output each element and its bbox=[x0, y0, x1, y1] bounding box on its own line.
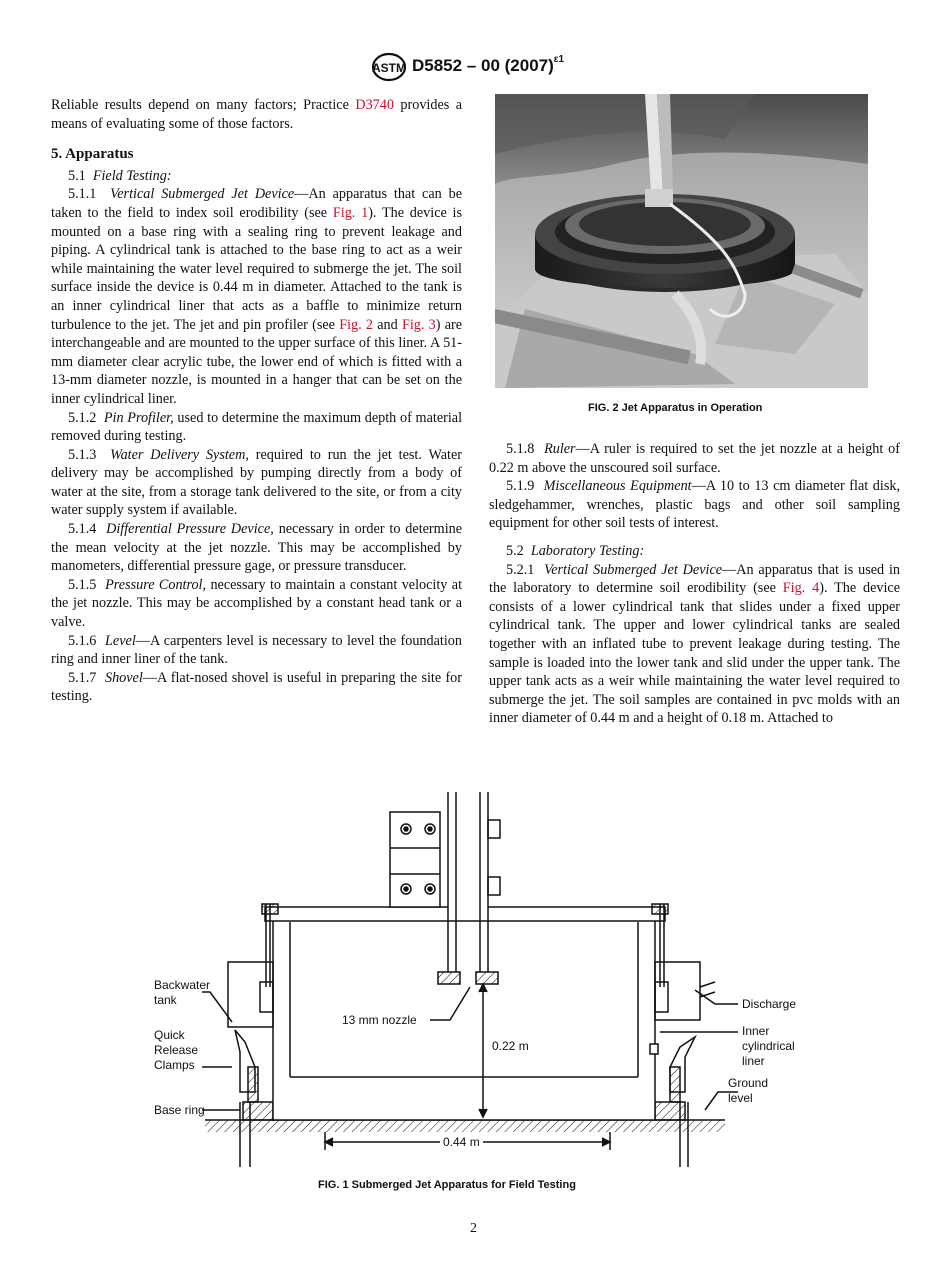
fig2-photo bbox=[495, 94, 868, 388]
label-ground-level: Ground level bbox=[728, 1076, 769, 1105]
fig2-caption: FIG. 2 Jet Apparatus in Operation bbox=[588, 402, 763, 414]
para-5-2: 5.2 Laboratory Testing: bbox=[506, 542, 645, 559]
para-5-1-2: 5.1.2 Pin Profiler, used to determine the maximum depth of material removed during testing. bbox=[51, 409, 463, 445]
fig3-link[interactable]: Fig. 3 bbox=[401, 316, 436, 333]
para-5-2-1: 5.2.1 Vertical Submerged Jet Device—An apparatus that is used in the laboratory to determine soil erodibility (see Fig. 4). The device consists of a lower cylindrical tank that slides under a fixed upper cylindrical tank. The upper and lower cylindrical tanks are sealed together with an inflated tube to prevent leakage during testing. The sample is loaded into the lower tank and slid under the upper tank. The upper tank acts as a weir while maintaining the water level required to submerge the jet. The soil samples are contained in pvc molds with an inner diameter of 0.44 m and a height of 0.18 m. Attached to bbox=[489, 561, 901, 727]
section-heading-apparatus: 5. Apparatus bbox=[51, 146, 134, 163]
para-5-1-8: 5.1.8 Ruler—A ruler is required to set the jet nozzle at a height of 0.22 m above the unscoured soil surface. bbox=[489, 441, 900, 476]
label-quick-release-clamps: Quick Release Clamps bbox=[154, 1028, 199, 1072]
para-5-1-7: 5.1.7 Shovel—A flat-nosed shovel is useful in preparing the site for testing. bbox=[51, 669, 462, 705]
svg-text:ASTM: ASTM bbox=[372, 61, 406, 75]
jet-apparatus-photo-image bbox=[495, 94, 868, 388]
para-5-1: 5.1 Field Testing: bbox=[68, 167, 172, 184]
fig1-link[interactable]: Fig. 1 bbox=[332, 204, 369, 221]
label-discharge: Discharge bbox=[742, 997, 797, 1011]
d3740-link[interactable]: D3740 bbox=[355, 97, 394, 113]
label-nozzle: 13 mm nozzle bbox=[342, 1013, 417, 1027]
label-backwater-tank: Backwater tank bbox=[154, 978, 211, 1007]
page-number: 2 bbox=[470, 1221, 477, 1236]
left-column bbox=[51, 96, 462, 706]
fig2-link[interactable]: Fig. 2 bbox=[339, 316, 373, 333]
para-5-1-3: 5.1.3 Water Delivery System, required to run the jet test. Water delivery may be accomplished by pumping directly from a body of water at the site, from a storage tank delivered to the site, or from a city water supply system if available. bbox=[51, 446, 463, 519]
label-height-dimension: 0.22 m bbox=[492, 1039, 529, 1053]
astm-logo-icon bbox=[371, 52, 407, 82]
para-5-1-9: 5.1.9 Miscellaneous Equipment—A 10 to 13 cm diameter flat disk, sledgehammer, wrenches, plastic bags and other soil sampling equipment for other soil tests of interest. bbox=[489, 478, 901, 532]
label-width-dimension: 0.44 m bbox=[440, 1135, 483, 1150]
right-column bbox=[489, 440, 900, 728]
page-header bbox=[0, 52, 950, 84]
para-5-1-5: 5.1.5 Pressure Control, necessary to maintain a constant velocity at the jet nozzle. This may be accomplished by a constant head tank or a valve. bbox=[51, 576, 463, 631]
label-base-ring: Base ring bbox=[154, 1103, 205, 1117]
submerged-jet-schematic bbox=[140, 792, 830, 1172]
fig4-link[interactable]: Fig. 4 bbox=[782, 580, 820, 597]
para-5-1-6: 5.1.6 Level—A carpenters level is necessary to level the foundation ring and inner liner of the tank. bbox=[51, 632, 462, 668]
standard-designation: D5852 – 00 $(2007)^{\varepsilon 1}$ bbox=[412, 54, 565, 75]
fig1-caption: FIG. 1 Submerged Jet Apparatus for Field Testing bbox=[318, 1179, 576, 1191]
label-inner-cylindrical-liner: Inner cylindrical liner bbox=[742, 1024, 795, 1068]
fig1-diagram bbox=[140, 792, 830, 1172]
intro-paragraph: Reliable results depend on many factors; Practice D3740 provides a means of evaluating some of those factors. bbox=[51, 97, 463, 132]
para-5-1-1: 5.1.1 Vertical Submerged Jet Device—An apparatus that can be taken to the field to index soil erodibility (see Fig. 1). The device is mounted on a base ring with a sealing ring to prevent leakage and piping. A cylindrical tank is attached to the base ring to act as a weir while maintaining the water level required to submerge the jet. The soil surface inside the device is 0.44 m in diameter. Attached to the tank is an inner cylindrical liner that acts as a baffle to minimize return turbulence to the jet. The jet and pin profiler (see Fig. 2 and Fig. 3) are interchangeable and are mounted to the upper surface of this liner. A 51-mm diameter clear acrylic tube, the lower end of which is fitted with a 13-mm diameter nozzle, is mounted in a hanger that can be set on the inner cylindrical liner. bbox=[51, 186, 463, 407]
para-5-1-4: 5.1.4 Differential Pressure Device, necessary in order to determine the mean velocity at the jet nozzle. This may be accomplished by manometers, differential pressure gage, or pressure transducer. bbox=[51, 521, 463, 575]
